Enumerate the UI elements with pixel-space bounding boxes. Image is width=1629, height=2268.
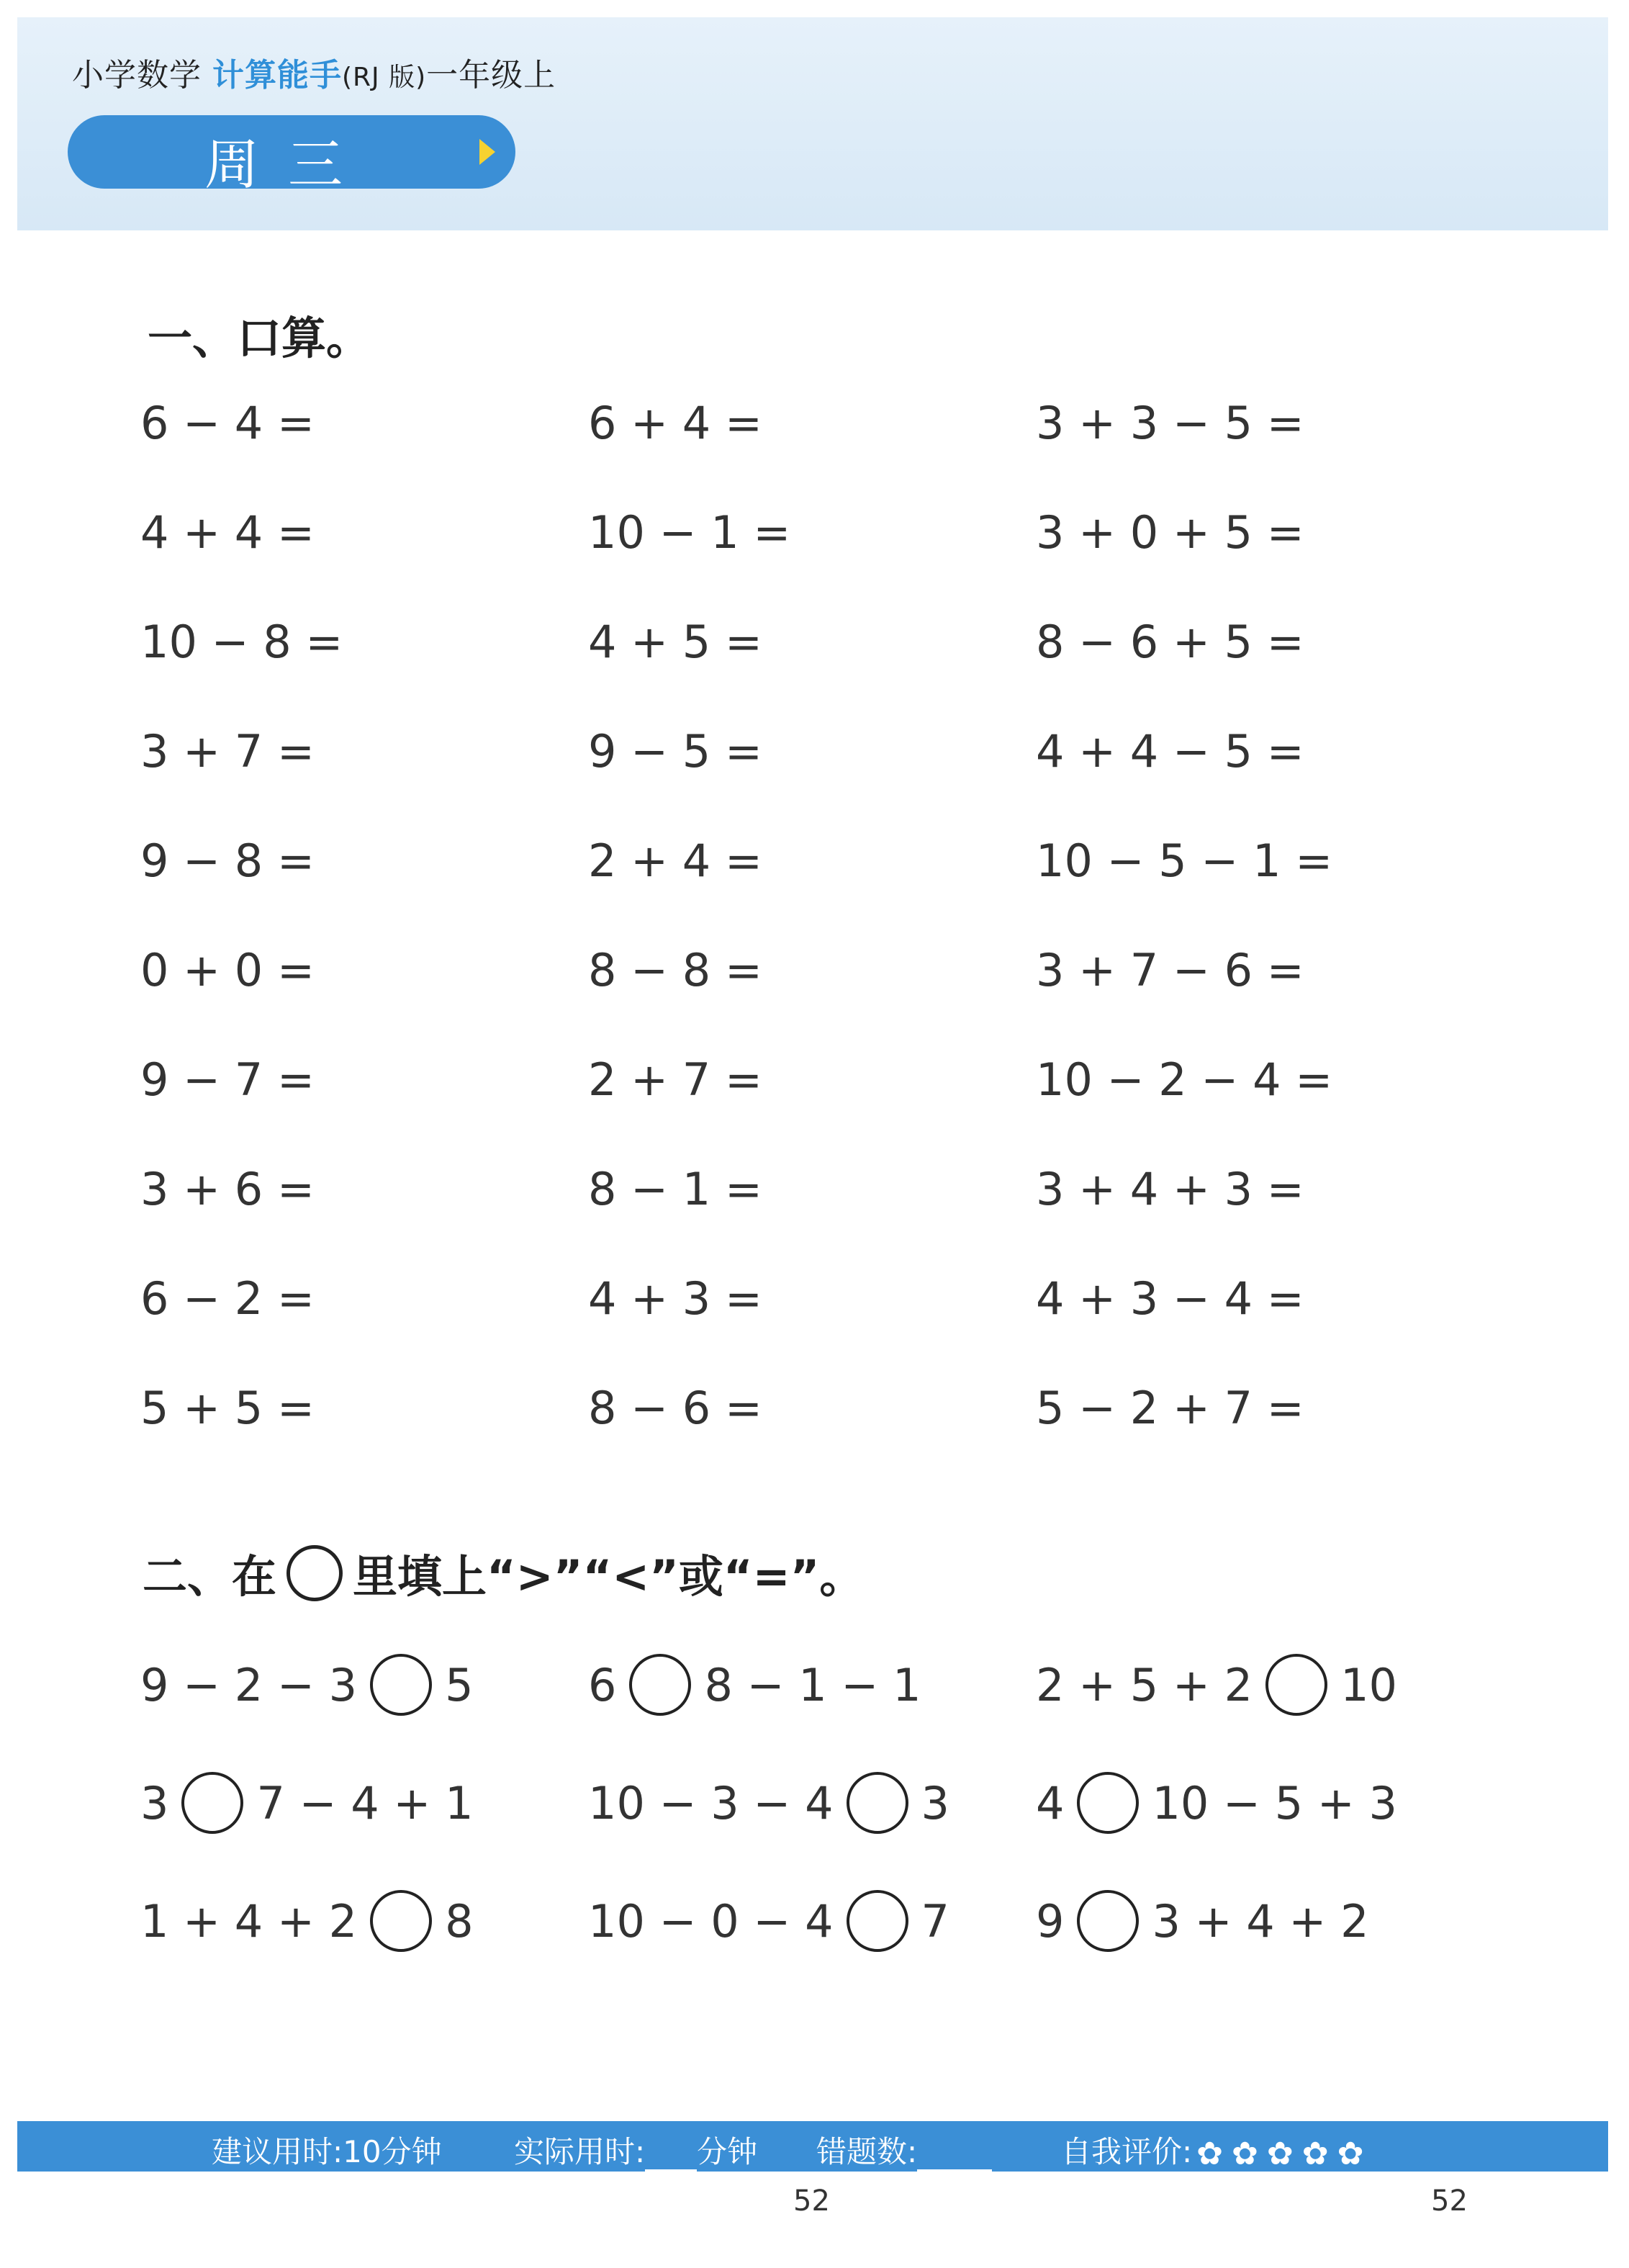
oral-calc-problem: 3 + 3 − 5 = <box>1036 397 1304 449</box>
oral-calc-problem: 10 − 5 − 1 = <box>1036 834 1333 887</box>
section1-title: 一、口算。 <box>148 312 371 364</box>
oral-calc-problem: 9 − 5 = <box>588 725 762 778</box>
compare-right: 5 <box>445 1658 474 1711</box>
play-arrow-icon <box>479 139 495 165</box>
oral-calc-problem: 3 + 7 − 6 = <box>1036 944 1304 996</box>
oral-calc-problem: 5 + 5 = <box>140 1382 315 1434</box>
oral-calc-problem: 2 + 4 = <box>588 834 762 887</box>
oral-calc-problem: 10 − 2 − 4 = <box>1036 1053 1333 1106</box>
day-banner <box>68 115 515 197</box>
compare-problem <box>1036 1770 1400 1835</box>
self-evaluation <box>1061 2128 1364 2172</box>
compare-problem <box>140 1770 588 1835</box>
compare-problem <box>140 1889 588 1953</box>
rating-flowers <box>1196 2135 1364 2172</box>
compare-right: 8 − 1 − 1 <box>704 1658 921 1711</box>
compare-left: 4 <box>1036 1776 1065 1830</box>
oral-calc-problem: 8 − 8 = <box>588 944 762 996</box>
oral-calc-problem: 4 + 3 = <box>588 1272 762 1325</box>
oral-calc-problem: 3 + 6 = <box>140 1163 315 1215</box>
book-title-pre: 小学数学 <box>72 57 202 94</box>
answer-circle[interactable] <box>370 1890 432 1952</box>
compare-problem <box>588 1770 1036 1835</box>
actual-time <box>514 2128 757 2172</box>
self-eval-label: 自我评价: <box>1061 2134 1193 2169</box>
section2-title-post: 里填上“>”“<”或“=”。 <box>353 1550 865 1603</box>
compare-left: 10 − 0 − 4 <box>588 1894 834 1948</box>
oral-calc-problem: 3 + 0 + 5 = <box>1036 506 1304 559</box>
oral-calc-problem: 5 − 2 + 7 = <box>1036 1382 1304 1434</box>
answer-circle[interactable] <box>847 1772 908 1834</box>
flower-icon[interactable]: ✿ <box>1337 2135 1364 2172</box>
answer-circle[interactable] <box>847 1890 908 1952</box>
page-number-center: 52 <box>793 2184 830 2218</box>
compare-right: 10 − 5 + 3 <box>1152 1776 1397 1830</box>
footer-bar <box>17 2121 1608 2172</box>
compare-left: 1 + 4 + 2 <box>140 1894 358 1948</box>
actual-time-unit: 分钟 <box>697 2134 758 2169</box>
answer-circle[interactable] <box>1077 1890 1139 1952</box>
oral-calc-problem: 4 + 4 − 5 = <box>1036 725 1304 778</box>
compare-grid <box>140 1652 1400 2007</box>
oral-calc-problem: 10 − 1 = <box>588 506 791 559</box>
book-title-post: 一年级上 <box>426 57 556 94</box>
compare-left: 2 + 5 + 2 <box>1036 1658 1253 1711</box>
oral-calc-problem: 4 + 4 = <box>140 506 315 559</box>
book-title-edition: (RJ 版) <box>342 63 427 92</box>
blank-circle-icon <box>286 1545 343 1601</box>
oral-calc-problem: 6 − 2 = <box>140 1272 315 1325</box>
oral-calc-grid <box>140 392 1364 1487</box>
compare-left: 9 − 2 − 3 <box>140 1658 358 1711</box>
compare-right: 7 <box>921 1894 949 1948</box>
oral-calc-problem: 4 + 3 − 4 = <box>1036 1272 1304 1325</box>
oral-calc-problem: 6 − 4 = <box>140 397 315 449</box>
flower-icon[interactable]: ✿ <box>1232 2135 1258 2172</box>
actual-time-label: 实际用时: <box>514 2134 646 2169</box>
oral-calc-problem: 9 − 7 = <box>140 1053 315 1106</box>
compare-problem <box>588 1652 1036 1717</box>
answer-circle[interactable] <box>1077 1772 1139 1834</box>
error-count-label: 错题数: <box>816 2134 918 2169</box>
compare-right: 3 <box>921 1776 949 1830</box>
section2-title-pre: 二、在 <box>143 1550 277 1603</box>
book-title-highlight: 计算能手 <box>212 57 342 94</box>
answer-circle[interactable] <box>181 1772 243 1834</box>
compare-right: 10 <box>1340 1658 1397 1711</box>
suggested-time: 建议用时:10分钟 <box>212 2134 442 2169</box>
compare-right: 7 − 4 + 1 <box>256 1776 474 1830</box>
answer-circle[interactable] <box>370 1654 432 1716</box>
oral-calc-problem: 2 + 7 = <box>588 1053 762 1106</box>
actual-time-blank[interactable] <box>645 2143 697 2172</box>
oral-calc-problem: 8 − 6 + 5 = <box>1036 616 1304 668</box>
compare-left: 10 − 3 − 4 <box>588 1776 834 1830</box>
flower-icon[interactable]: ✿ <box>1301 2135 1329 2172</box>
oral-calc-problem: 8 − 1 = <box>588 1163 762 1215</box>
compare-left: 3 <box>140 1776 169 1830</box>
oral-calc-problem: 3 + 4 + 3 = <box>1036 1163 1304 1215</box>
answer-circle[interactable] <box>1265 1654 1327 1716</box>
oral-calc-problem: 6 + 4 = <box>588 397 762 449</box>
oral-calc-problem: 0 + 0 = <box>140 944 315 996</box>
compare-problem <box>1036 1889 1400 1953</box>
compare-right: 8 <box>445 1894 474 1948</box>
error-count <box>816 2128 992 2172</box>
oral-calc-problem: 4 + 5 = <box>588 616 762 668</box>
oral-calc-problem: 10 − 8 = <box>140 616 343 668</box>
page-number-right: 52 <box>1431 2184 1468 2218</box>
flower-icon[interactable]: ✿ <box>1266 2135 1294 2172</box>
book-title <box>72 49 556 95</box>
section2-title <box>143 1541 864 1605</box>
compare-problem <box>140 1652 588 1717</box>
oral-calc-problem: 8 − 6 = <box>588 1382 762 1434</box>
error-count-blank[interactable] <box>917 2143 992 2172</box>
compare-left: 9 <box>1036 1894 1065 1948</box>
compare-right: 3 + 4 + 2 <box>1152 1894 1369 1948</box>
oral-calc-problem: 3 + 7 = <box>140 725 315 778</box>
compare-problem <box>588 1889 1036 1953</box>
flower-icon[interactable]: ✿ <box>1196 2135 1224 2172</box>
day-label: 周三 <box>204 132 371 197</box>
compare-left: 6 <box>588 1658 617 1711</box>
oral-calc-problem: 9 − 8 = <box>140 834 315 887</box>
compare-problem <box>1036 1652 1400 1717</box>
answer-circle[interactable] <box>629 1654 691 1716</box>
